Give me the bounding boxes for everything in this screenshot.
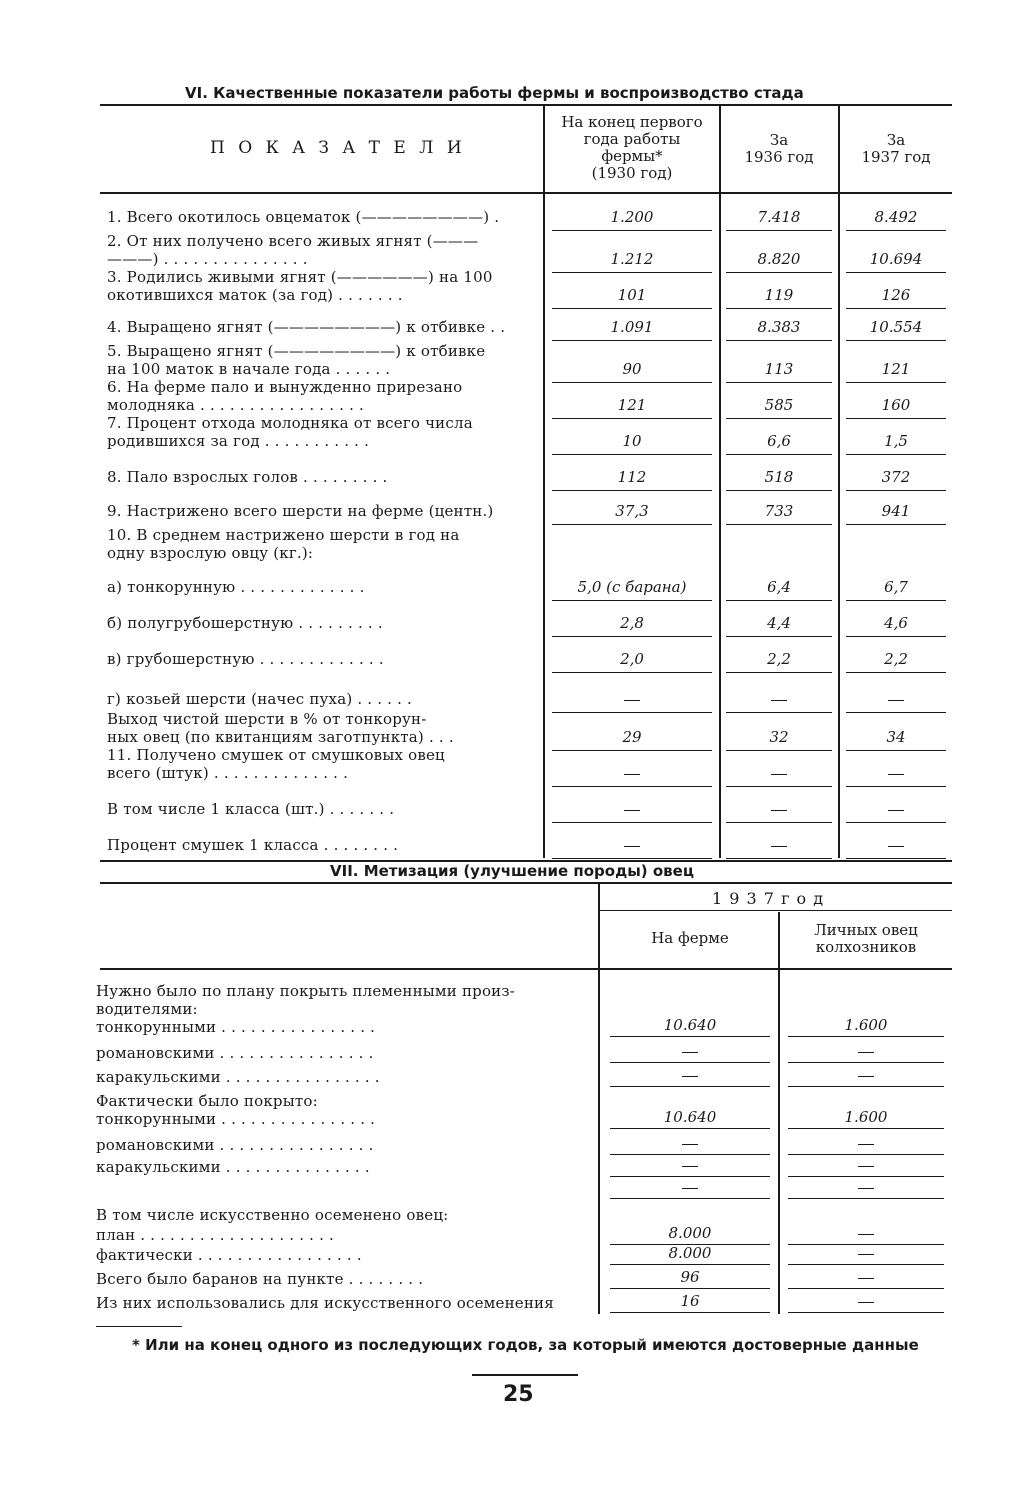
value-dash [771,774,787,775]
value-dash [682,1052,698,1053]
value-underline [788,1062,944,1063]
metization-label: фактически . . . . . . . . . . . . . . . . . [96,1246,362,1264]
table6-header-rule [100,192,952,194]
value-cell: 8.000 [668,1224,712,1242]
metization-label: Из них использовались для искусственного осеменения [96,1294,554,1312]
value-dash [771,810,787,811]
indicator-label: Выход чистой шерсти в % от тонкорун- [107,710,427,728]
value-underline [726,858,832,859]
value-cell: 8.492 [874,208,918,226]
value-cell: 90 [622,360,642,378]
value-dash [888,774,904,775]
indicator-label: 2. От них получено всего живых ягнят (——— [107,232,479,250]
value-underline [788,1244,944,1245]
value-cell: 8.820 [757,250,801,268]
value-underline [552,230,712,231]
value-underline [788,1176,944,1177]
value-cell: 1.200 [610,208,654,226]
indicator-label: на 100 маток в начале года . . . . . . [107,360,391,378]
value-dash [624,774,640,775]
value-underline [846,272,946,273]
value-cell: 6,7 [884,578,908,596]
value-underline [552,636,712,637]
value-cell: 7.418 [757,208,801,226]
value-underline [726,822,832,823]
metization-label: план . . . . . . . . . . . . . . . . . . . . [96,1226,334,1244]
value-cell: 2,8 [620,614,644,632]
value-dash [888,700,904,701]
value-underline [552,858,712,859]
indicator-label: в) грубошерстную . . . . . . . . . . . . . [107,650,384,668]
value-cell: 8.383 [757,318,801,336]
metization-label: водителями: [96,1000,198,1018]
value-underline [552,524,712,525]
value-dash [682,1188,698,1189]
metization-label: Всего было баранов на пункте . . . . . . . . [96,1270,424,1288]
value-underline [726,524,832,525]
value-underline [846,230,946,231]
value-cell: 2,2 [767,650,791,668]
value-cell: 32 [769,728,789,746]
value-underline [726,308,832,309]
col-1936-header: За 1936 год [744,131,814,166]
value-underline [610,1154,770,1155]
value-cell: 5,0 (с барана) [577,578,687,596]
metization-label: тонкорунными . . . . . . . . . . . . . . . . [96,1110,376,1128]
value-underline [726,636,832,637]
value-underline [552,454,712,455]
value-cell: 733 [764,502,794,520]
value-underline [726,230,832,231]
value-cell: 2,0 [620,650,644,668]
value-cell: 96 [680,1268,700,1286]
value-underline [846,672,946,673]
value-underline [552,600,712,601]
indicator-label: В том числе 1 класса (шт.) . . . . . . . [107,800,395,818]
value-dash [858,1234,874,1235]
value-cell: 1.091 [610,318,654,336]
indicator-label: ———) . . . . . . . . . . . . . . . [107,250,308,268]
value-underline [788,1154,944,1155]
value-underline [610,1288,770,1289]
value-cell: 10.640 [663,1016,717,1034]
value-cell: 16 [680,1292,700,1310]
indicator-label: Процент смушек 1 класса . . . . . . . . [107,836,399,854]
section7-title: VII. Метизация (улучшение породы) овец [330,862,694,880]
indicator-label: 11. Получено смушек от смушковых овец [107,746,445,764]
section6-title: VI. Качественные показатели работы фермы и воспроизводство стада [185,84,804,102]
page-number: 25 [503,1382,534,1407]
value-underline [788,1312,944,1313]
value-dash [771,846,787,847]
value-cell: 121 [881,360,911,378]
indicator-label: родившихся за год . . . . . . . . . . . [107,432,370,450]
value-underline [846,750,946,751]
indicator-label: всего (штук) . . . . . . . . . . . . . . [107,764,349,782]
value-cell: 10.640 [663,1108,717,1126]
value-underline [552,672,712,673]
value-underline [726,454,832,455]
value-underline [726,786,832,787]
value-cell: 4,6 [884,614,908,632]
indicator-label: 5. Выращено ягнят (————————) к отбивке [107,342,486,360]
value-underline [726,490,832,491]
value-underline [610,1086,770,1087]
year-1937-header: 1 9 3 7 г о д [712,889,825,908]
value-cell: 10.694 [869,250,923,268]
col-1937-header: За 1937 год [861,131,931,166]
table7-top-rule [100,882,952,884]
indicator-label: 3. Родились живыми ягнят (——————) на 100 [107,268,493,286]
value-cell: 10.554 [869,318,923,336]
value-cell: 119 [764,286,794,304]
footnote: * Или на конец одного из последующих годов, за который имеются достоверные данные [132,1336,919,1354]
value-underline [846,822,946,823]
value-underline [552,272,712,273]
value-cell: 34 [886,728,906,746]
value-cell: 160 [881,396,911,414]
value-underline [610,1036,770,1037]
metization-label: романовскими . . . . . . . . . . . . . . . . [96,1136,374,1154]
value-dash [682,1144,698,1145]
value-underline [726,418,832,419]
col-personal-header: Личных овец колхозников [814,921,918,956]
indicator-label: г) козьей шерсти (начес пуха) . . . . . . [107,690,413,708]
value-cell: 1.212 [610,250,654,268]
value-underline [846,490,946,491]
metization-label: романовскими . . . . . . . . . . . . . . . . [96,1044,374,1062]
value-underline [788,1264,944,1265]
metization-label: Нужно было по плану покрыть племенными произ- [96,982,516,1000]
indicator-label: 9. Настрижено всего шерсти на ферме (центн.) [107,502,494,520]
value-underline [846,382,946,383]
table6-col-divider-1 [543,106,545,858]
metization-label: тонкорунными . . . . . . . . . . . . . . . . [96,1018,376,1036]
value-underline [610,1128,770,1129]
value-cell: 585 [764,396,794,414]
value-underline [610,1198,770,1199]
indicators-header: П О К А З А Т Е Л И [210,138,466,158]
value-cell: 10 [622,432,642,450]
metization-label: каракульскими . . . . . . . . . . . . . . . . [96,1068,380,1086]
value-underline [610,1176,770,1177]
value-cell: 113 [764,360,794,378]
value-dash [858,1278,874,1279]
table6-top-rule [100,104,952,106]
value-dash [858,1302,874,1303]
indicator-label: 4. Выращено ягнят (————————) к отбивке . . [107,318,506,336]
value-cell: 4,4 [767,614,791,632]
value-underline [788,1128,944,1129]
metization-label: В том числе искусственно осеменено овец: [96,1206,449,1224]
value-dash [888,846,904,847]
value-dash [624,700,640,701]
value-underline [552,382,712,383]
col-farm-header: На ферме [651,929,729,947]
value-cell: 37,3 [615,502,649,520]
value-underline [788,1288,944,1289]
value-underline [726,600,832,601]
value-dash [682,1076,698,1077]
value-underline [552,822,712,823]
value-underline [726,382,832,383]
value-cell: 126 [881,286,911,304]
value-underline [846,600,946,601]
value-dash [858,1254,874,1255]
value-cell: 112 [617,468,647,486]
value-underline [726,672,832,673]
value-underline [846,308,946,309]
value-underline [552,750,712,751]
value-cell: 8.000 [668,1244,712,1262]
value-underline [610,1312,770,1313]
table7-col-divider-1 [598,884,600,1314]
indicator-label: ных овец (по квитанциям заготпункта) . . . [107,728,454,746]
value-underline [552,340,712,341]
value-underline [846,340,946,341]
value-cell: 6,6 [767,432,791,450]
indicator-label: 10. В среднем настрижено шерсти в год на [107,526,460,544]
value-underline [726,712,832,713]
value-underline [610,1062,770,1063]
value-cell: 1,5 [884,432,908,450]
value-underline [846,418,946,419]
metization-label: Фактически было покрыто: [96,1092,318,1110]
value-underline [552,490,712,491]
value-underline [552,418,712,419]
indicator-label: а) тонкорунную . . . . . . . . . . . . . [107,578,365,596]
table7-header-rule [100,968,952,970]
value-cell: 1.600 [844,1016,888,1034]
value-cell: 121 [617,396,647,414]
value-dash [682,1166,698,1167]
year-header-rule [600,910,952,911]
value-underline [846,524,946,525]
value-underline [846,712,946,713]
value-dash [771,700,787,701]
footnote-rule [96,1326,182,1327]
value-underline [726,340,832,341]
value-underline [788,1198,944,1199]
indicator-label: одну взрослую овцу (кг.): [107,544,314,562]
value-dash [858,1076,874,1077]
value-dash [858,1052,874,1053]
indicator-label: 8. Пало взрослых голов . . . . . . . . . [107,468,388,486]
value-underline [846,454,946,455]
metization-label: каракульскими . . . . . . . . . . . . . . . [96,1158,370,1176]
value-dash [858,1188,874,1189]
value-underline [552,786,712,787]
indicator-label: 6. На ферме пало и вынужденно прирезано [107,378,463,396]
value-dash [624,810,640,811]
value-underline [610,1264,770,1265]
value-underline [726,272,832,273]
value-dash [858,1144,874,1145]
value-underline [552,712,712,713]
value-cell: 2,2 [884,650,908,668]
page-number-rule [472,1374,578,1376]
value-underline [552,308,712,309]
value-underline [726,750,832,751]
value-underline [846,858,946,859]
value-cell: 6,4 [767,578,791,596]
value-underline [788,1036,944,1037]
value-underline [788,1086,944,1087]
value-underline [846,636,946,637]
value-underline [846,786,946,787]
value-cell: 29 [622,728,642,746]
col-first-year-header: На конец первого года работы фермы* (1930 год) [561,113,703,182]
value-cell: 1.600 [844,1108,888,1126]
value-dash [858,1166,874,1167]
value-dash [624,846,640,847]
indicator-label: молодняка . . . . . . . . . . . . . . . . . [107,396,364,414]
indicator-label: б) полугрубошерстную . . . . . . . . . [107,614,383,632]
value-cell: 941 [881,502,911,520]
value-dash [888,810,904,811]
value-cell: 372 [881,468,911,486]
indicator-label: 7. Процент отхода молодняка от всего числа [107,414,473,432]
value-cell: 101 [617,286,647,304]
indicator-label: окотившихся маток (за год) . . . . . . . [107,286,403,304]
value-cell: 518 [764,468,794,486]
indicator-label: 1. Всего окотилось овцематок (————————) . [107,208,500,226]
